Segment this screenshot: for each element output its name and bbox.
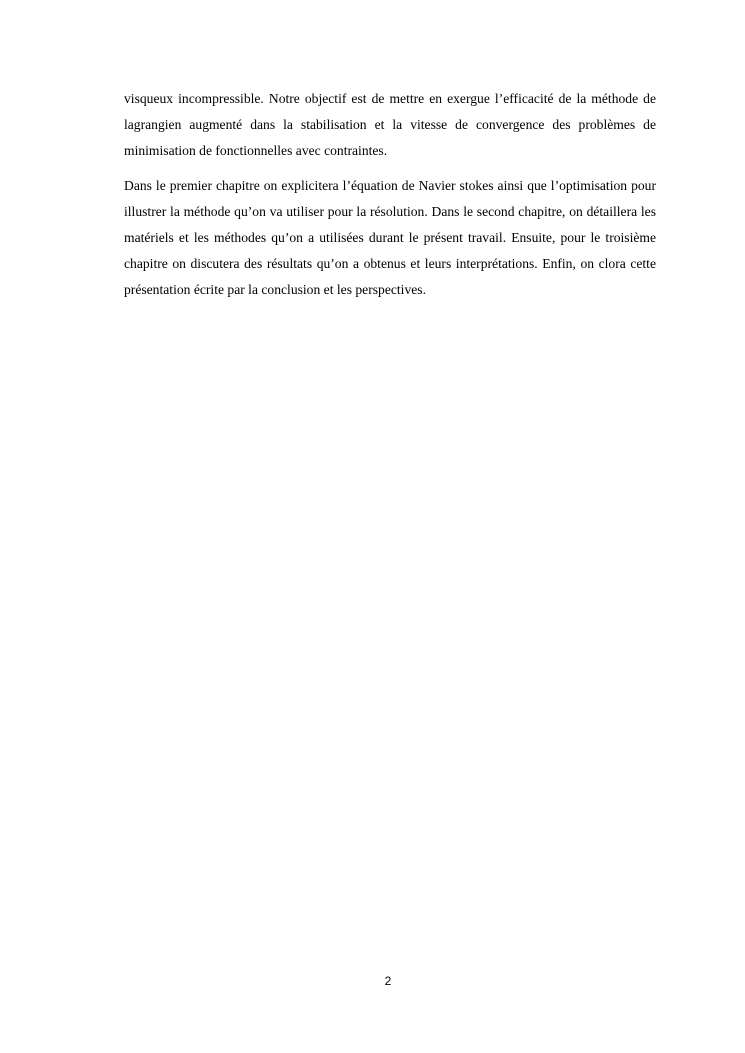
- paragraph-objective: visqueux incompressible. Notre objectif est de mettre en exergue l’efficacité de la méthode de lagrangien augmenté dans la stabilisation et la vitesse de convergence des problèmes de minimisation de fonctionnelles avec contraintes.: [124, 91, 656, 158]
- paragraph-chapter-outline: Dans le premier chapitre on explicitera l’équation de Navier stokes ainsi que l’optimisation pour illustrer la méthode qu’on va utiliser pour la résolution. Dans le second chapitre, on détaillera les matériels et les méthodes qu’on a utilisées durant le présent travail. Ensuite, pour le troisième chapitre on discutera des résultats qu’on a obtenus et leurs interprétations. Enfin, on clora cette présentation écrite par la conclusion et les perspectives.: [124, 178, 656, 297]
- page-number: 2: [384, 974, 392, 988]
- body-text: [124, 86, 656, 303]
